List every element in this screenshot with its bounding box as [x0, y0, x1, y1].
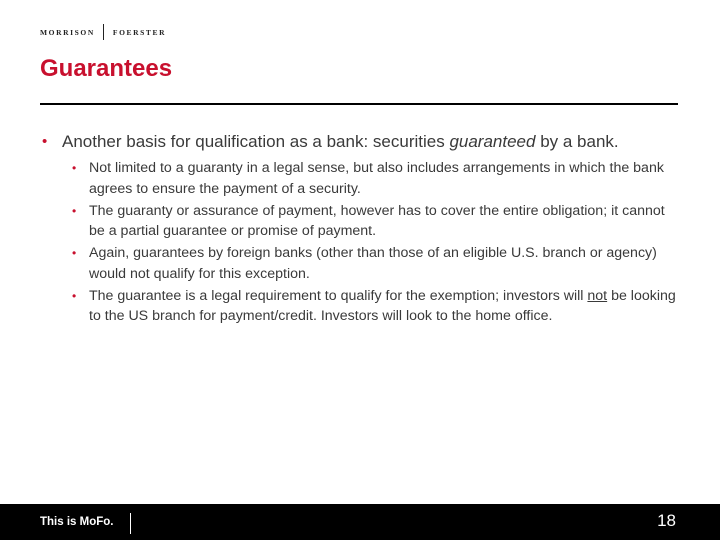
bullet-icon: •	[72, 288, 77, 303]
footer-tagline: This is MoFo.	[40, 516, 114, 528]
bullet-icon: •	[72, 161, 77, 175]
sub-bullet	[40, 286, 680, 327]
main-bullet	[40, 131, 680, 152]
main-bullet-text-post: by a bank.	[535, 132, 619, 151]
logo-left: MORRISON	[40, 27, 95, 37]
main-bullet-emphasis: guaranteed	[449, 132, 536, 151]
logo	[40, 25, 166, 39]
sub-bullet-text: Not limited to a guaranty in a legal sense, but also includes arrangements in which the bank agrees to ensure the payment of a security.	[89, 160, 664, 197]
sub-bullet-text: Again, guarantees by foreign banks (other than those of an eligible U.S. branch or agency) would not qualify for this exception.	[89, 245, 657, 282]
page-title: Guarantees	[40, 55, 173, 82]
logo-divider	[103, 24, 104, 40]
sub-bullet-text: The guaranty or assurance of payment, however has to cover the entire obligation; it cannot be a partial guarantee or promise of payment.	[89, 202, 665, 239]
slide-content	[40, 131, 680, 328]
sub-bullet	[40, 201, 680, 242]
title-divider	[40, 103, 678, 105]
logo-right: FOERSTER	[112, 27, 167, 37]
page-number: 18	[657, 511, 676, 530]
main-bullet-text-pre: Another basis for qualification as a bank: securities	[62, 132, 450, 151]
footer-bar	[0, 504, 720, 540]
bullet-icon: •	[42, 133, 48, 150]
underlined-word: not	[587, 287, 608, 304]
sub-bullet-text-pre: The guarantee is a legal requirement to qualify for the exemption; investors will	[89, 287, 588, 304]
sub-bullet	[40, 243, 680, 284]
footer-divider	[130, 513, 131, 534]
bullet-icon: •	[72, 203, 77, 218]
bullet-icon: •	[72, 246, 77, 260]
sub-bullet-list	[40, 158, 680, 327]
sub-bullet	[40, 158, 680, 199]
sub-bullet-text-post: be looking to the US branch for payment/credit. Investors will look to the home office.	[89, 287, 676, 324]
